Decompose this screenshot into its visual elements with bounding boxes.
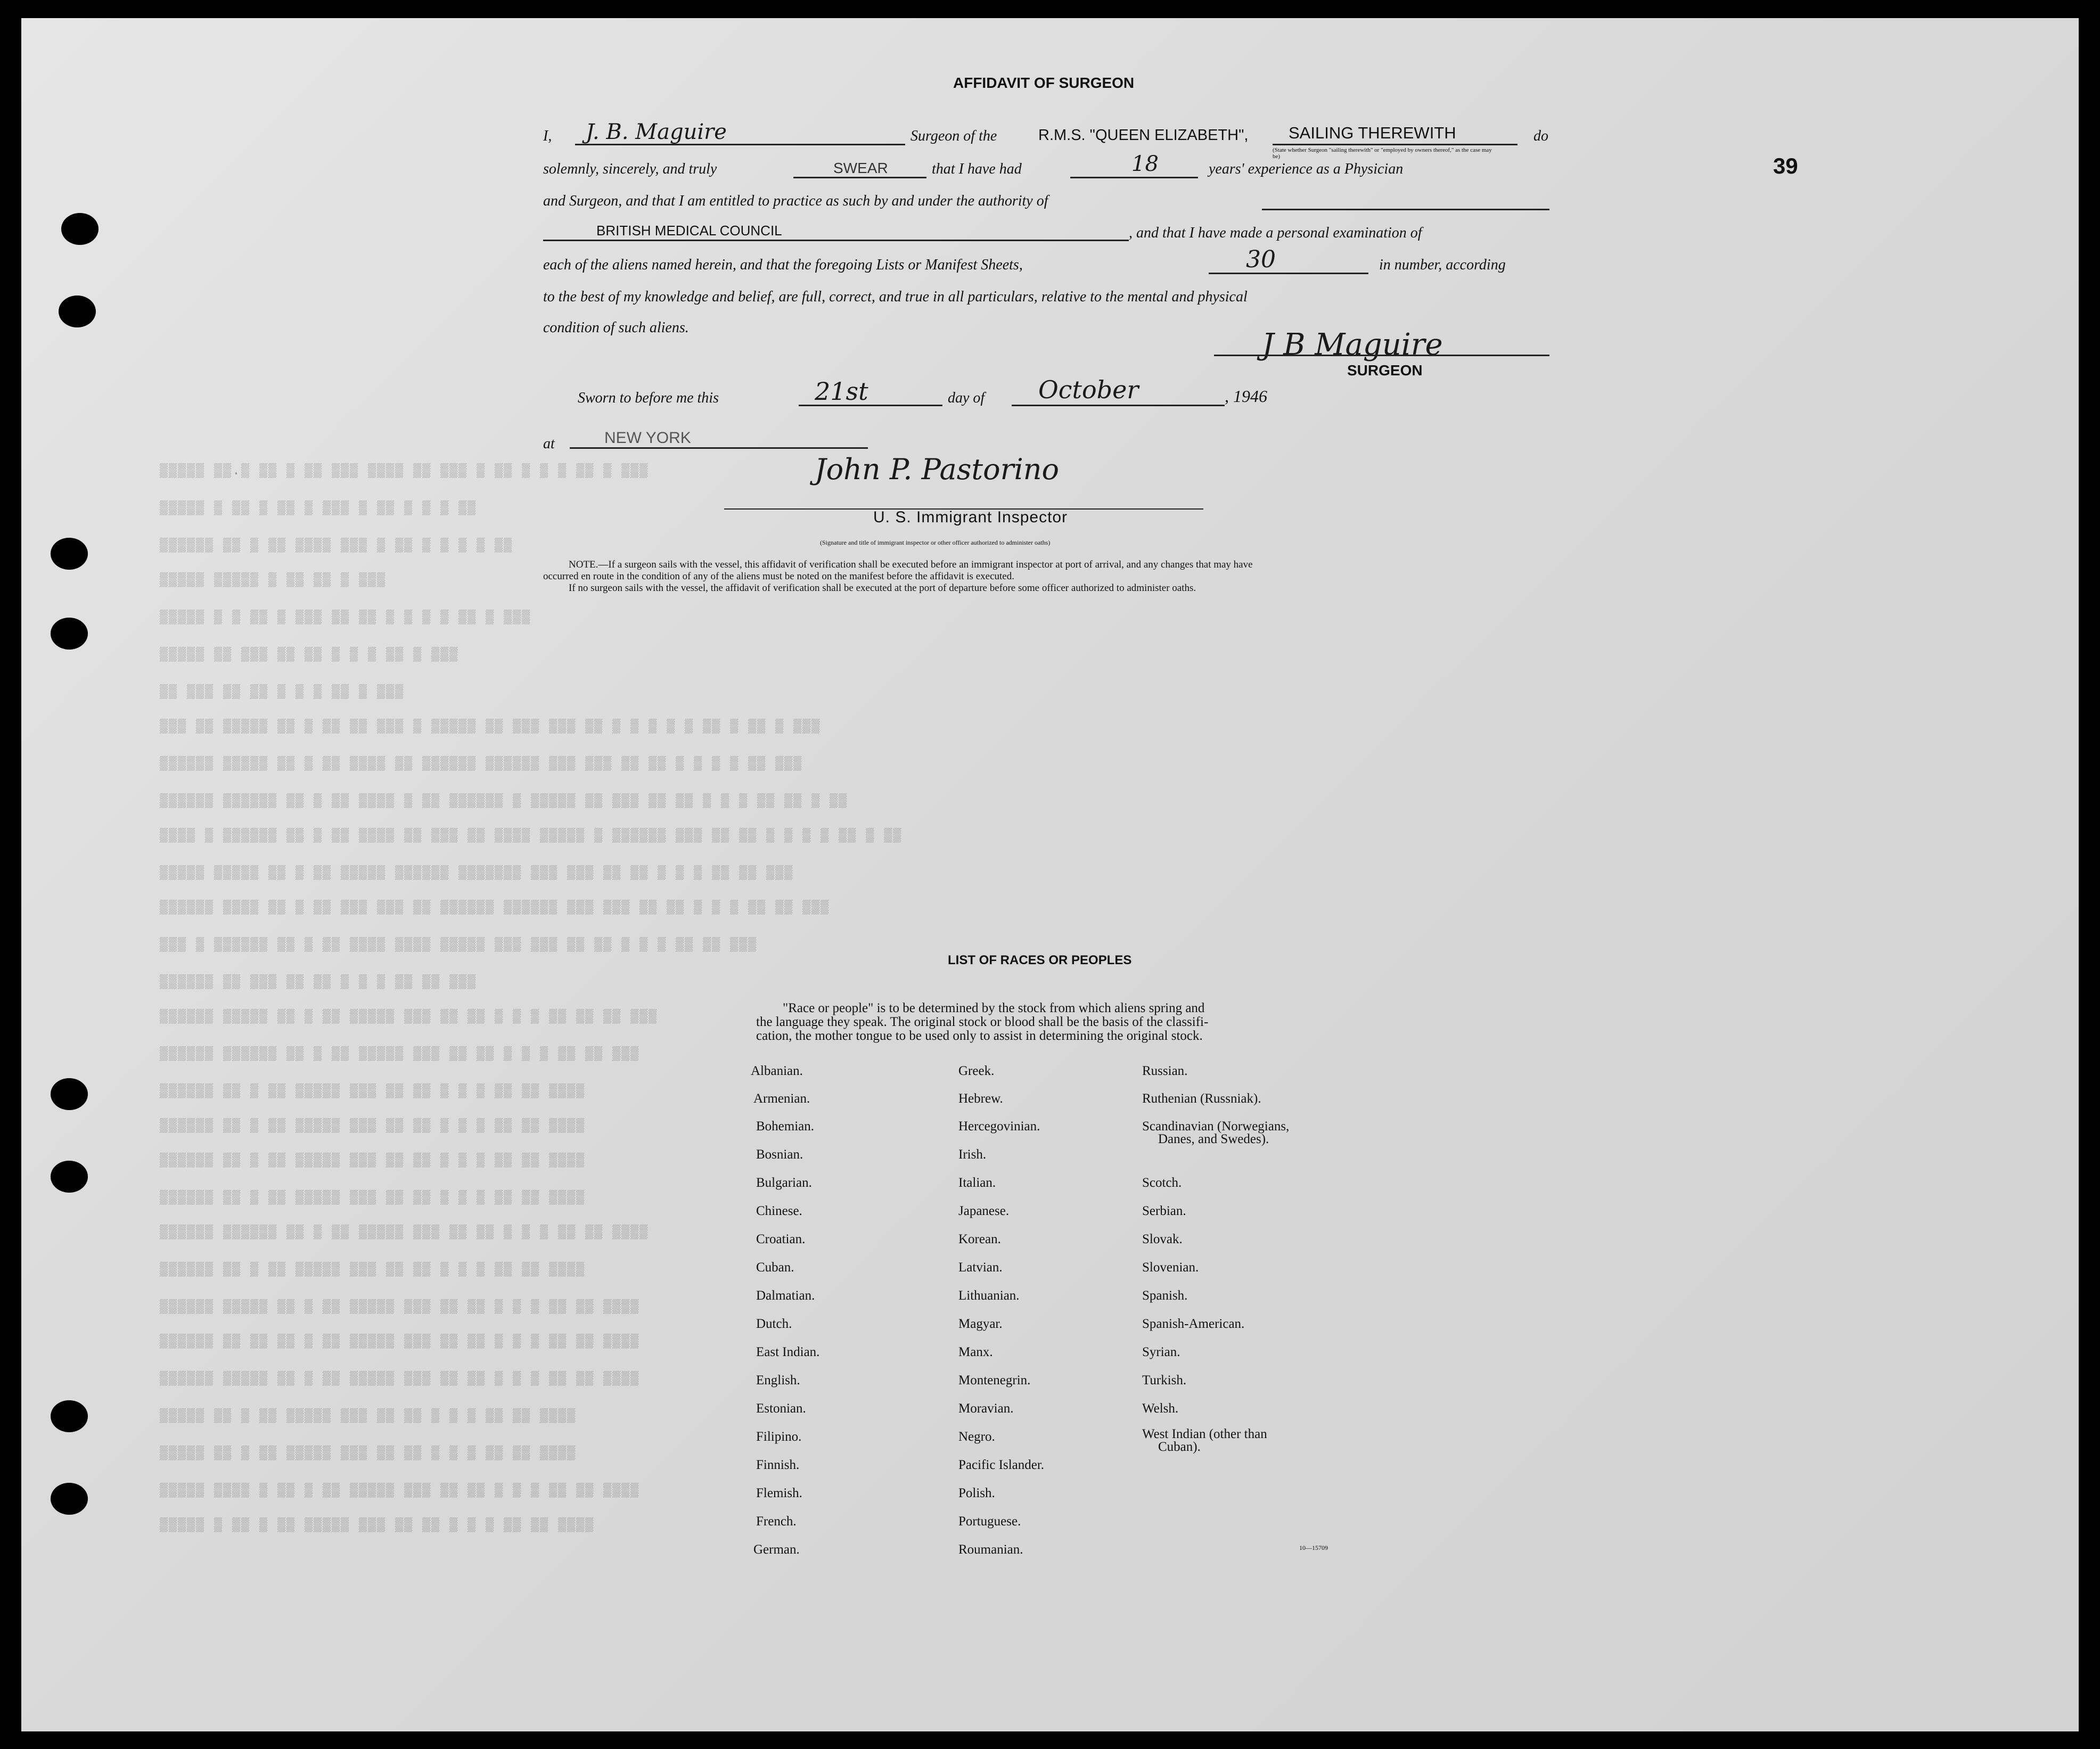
years-line: [1070, 177, 1198, 178]
sworn-day: 21st: [815, 377, 868, 406]
race-item: Roumanian.: [958, 1542, 1023, 1557]
race-item: Latvian.: [958, 1260, 1003, 1275]
line6: to the best of my knowledge and belief, are full, correct, and true in all particulars, relative to the mental and physical: [543, 289, 1248, 305]
race-item: Spanish-American.: [1142, 1317, 1245, 1331]
race-item: Syrian.: [1142, 1345, 1180, 1359]
form-number: 10—15709: [1299, 1544, 1328, 1551]
sailing-note: (State whether Surgeon "sailing therewith" or "employed by owners thereof," as the case may be): [1273, 147, 1492, 160]
race-item: Montenegrin.: [958, 1373, 1031, 1387]
surgeon-name-line: [575, 144, 905, 145]
binder-hole: [51, 618, 88, 650]
race-item: Serbian.: [1142, 1204, 1186, 1218]
at-place: NEW YORK: [604, 429, 691, 447]
race-item: Albanian.: [751, 1064, 803, 1078]
race-item: Italian.: [958, 1176, 996, 1190]
note-line3: If no surgeon sails with the vessel, the affidavit of verification shall be executed at the port of departure before some officer authorized to administer oaths.: [569, 582, 1196, 594]
inspector-label: U. S. Immigrant Inspector: [873, 508, 1068, 526]
race-item: Hebrew.: [958, 1091, 1003, 1106]
race-item: Turkish.: [1142, 1373, 1187, 1387]
race-item: Finnish.: [756, 1458, 800, 1472]
race-item: Manx.: [958, 1345, 993, 1359]
authority-line-top: [1262, 209, 1549, 210]
line3: and Surgeon, and that I am entitled to practice as such by and under the authority of: [543, 193, 1048, 209]
race-item: Chinese.: [756, 1204, 802, 1218]
races-intro3: cation, the mother tongue to be used only to assist in determining the original stock.: [756, 1029, 1203, 1043]
race-item: Hercegovinian.: [958, 1119, 1040, 1134]
race-item: Russian.: [1142, 1064, 1188, 1078]
sworn-mid: day of: [948, 390, 985, 406]
line7: condition of such aliens.: [543, 319, 689, 336]
at-label: at: [543, 436, 555, 452]
sailing-line: [1273, 144, 1517, 145]
race-item: Polish.: [958, 1486, 995, 1500]
line1-end: do: [1533, 128, 1548, 144]
sworn-month: October: [1038, 375, 1139, 404]
race-item: Ruthenian (Russniak).: [1142, 1091, 1261, 1106]
race-item: Cuban).: [1158, 1440, 1201, 1454]
race-item: Bulgarian.: [756, 1176, 812, 1190]
race-item: Welsh.: [1142, 1401, 1179, 1416]
race-item: Slovenian.: [1142, 1260, 1199, 1275]
races-title: LIST OF RACES OR PEOPLES: [948, 953, 1132, 967]
note-line2: occurred en route in the condition of any of the aliens must be noted on the manifest before the affidavit is executed.: [543, 571, 1014, 582]
race-item: Croatian.: [756, 1232, 806, 1246]
line1-prefix: I,: [543, 128, 552, 144]
race-item: Dutch.: [756, 1317, 792, 1331]
note-line1: NOTE.—If a surgeon sails with the vessel, this affidavit of verification shall be executed before an immigrant inspector at port of arrival, and any changes that may have: [569, 559, 1253, 570]
binder-hole: [51, 1483, 88, 1515]
inspector-note: (Signature and title of immigrant inspector or other officer authorized to administer oaths): [820, 539, 1051, 546]
race-item: Bohemian.: [756, 1119, 815, 1134]
race-item: East Indian.: [756, 1345, 820, 1359]
sheets-line: [1209, 273, 1368, 274]
race-item: Estonian.: [756, 1401, 806, 1416]
authority: BRITISH MEDICAL COUNCIL: [596, 223, 782, 239]
binder-hole: [59, 295, 96, 327]
race-item: Spanish.: [1142, 1288, 1188, 1303]
inspector-signature: John P. Pastorino: [815, 453, 1059, 486]
race-item: Portuguese.: [958, 1514, 1021, 1529]
surgeon-signature: J B Maguire: [1262, 327, 1443, 362]
sworn-month-line: [1012, 405, 1225, 406]
races-intro1: "Race or people" is to be determined by the stock from which aliens spring and: [783, 1001, 1205, 1015]
race-item: Scandinavian (Norwegians,: [1142, 1119, 1290, 1134]
line5-end: in number, according: [1379, 257, 1506, 273]
race-item: Scotch.: [1142, 1176, 1182, 1190]
race-item: Irish.: [958, 1147, 987, 1162]
sailing-status: SAILING THEREWITH: [1289, 124, 1456, 142]
binder-hole: [51, 538, 88, 570]
sheets-count: 30: [1246, 246, 1276, 273]
sworn-prefix: Sworn to before me this: [578, 390, 719, 406]
oath-line: [793, 177, 926, 178]
binder-hole: [51, 1400, 88, 1432]
race-item: Pacific Islander.: [958, 1458, 1045, 1472]
line2-mid: that I have had: [932, 161, 1022, 177]
race-item: West Indian (other than: [1142, 1427, 1267, 1441]
binder-hole: [51, 1161, 88, 1193]
race-item: English.: [756, 1373, 800, 1387]
at-line: [570, 447, 868, 449]
page-number: 39: [1773, 153, 1798, 178]
race-item: Armenian.: [753, 1091, 810, 1106]
vessel-name: R.M.S. "QUEEN ELIZABETH",: [1038, 127, 1249, 144]
race-item: Moravian.: [958, 1401, 1014, 1416]
race-item: Japanese.: [958, 1204, 1010, 1218]
race-item: Lithuanian.: [958, 1288, 1020, 1303]
binder-hole: [51, 1078, 88, 1110]
oath-word: SWEAR: [833, 160, 888, 176]
binder-hole: [61, 213, 99, 245]
sworn-day-line: [799, 405, 942, 406]
line4-end: , and that I have made a personal examination of: [1129, 225, 1422, 241]
authority-line: [543, 240, 1129, 241]
line2-end: years' experience as a Physician: [1209, 161, 1404, 177]
race-item: Flemish.: [756, 1486, 802, 1500]
race-item: Bosnian.: [756, 1147, 803, 1162]
races-intro2: the language they speak. The original stock or blood shall be the basis of the classifi-: [756, 1015, 1209, 1029]
race-item: Korean.: [958, 1232, 1001, 1246]
race-item: Filipino.: [756, 1430, 802, 1444]
surgeon-label: SURGEON: [1347, 362, 1423, 379]
affidavit-title: AFFIDAVIT OF SURGEON: [953, 75, 1135, 91]
line2-prefix: solemnly, sincerely, and truly: [543, 161, 717, 177]
race-item: Cuban.: [756, 1260, 794, 1275]
surgeon-name: J. B. Maguire: [586, 120, 727, 144]
race-item: Negro.: [958, 1430, 995, 1444]
line5-prefix: each of the aliens named herein, and that the foregoing Lists or Manifest Sheets,: [543, 257, 1023, 273]
surgeon-signature-line: [1214, 355, 1549, 356]
line1-mid: Surgeon of the: [910, 128, 997, 144]
race-item: Danes, and Swedes).: [1158, 1132, 1269, 1146]
years-experience: 18: [1131, 152, 1159, 176]
race-item: French.: [756, 1514, 797, 1529]
race-item: Magyar.: [958, 1317, 1003, 1331]
race-item: Greek.: [958, 1064, 995, 1078]
race-item: Slovak.: [1142, 1232, 1183, 1246]
race-item: German.: [753, 1542, 800, 1557]
race-item: Dalmatian.: [756, 1288, 815, 1303]
sworn-year: , 1946: [1225, 387, 1267, 406]
